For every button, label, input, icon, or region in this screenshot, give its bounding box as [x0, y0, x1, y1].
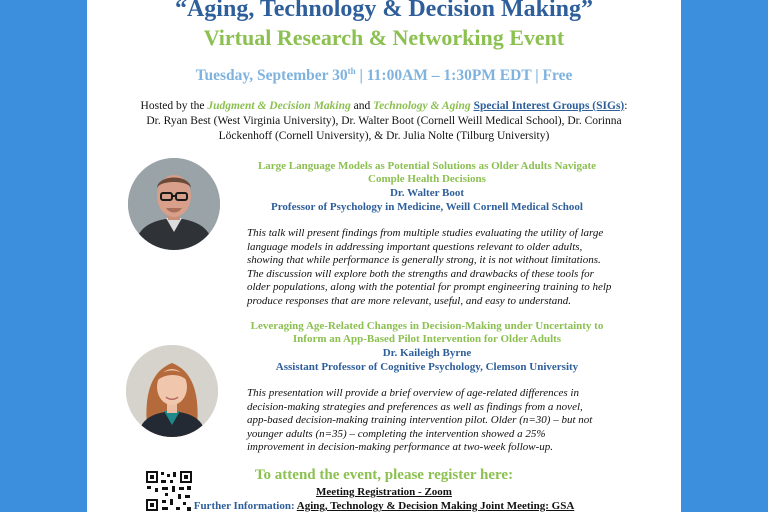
flyer-page: [87, 0, 681, 512]
event-date: Tuesday, September 30: [195, 67, 348, 85]
talk-1-title: [227, 160, 627, 186]
talk-2-abstract-line: younger adults (n=35) – completing the intervention showed a 25%: [247, 427, 546, 440]
talk-2-abstract-line: decision-making strategies and preferences as well as findings from a novel,: [247, 400, 583, 413]
speaker-photo-walter-boot: [128, 158, 220, 250]
sig-tech-aging: Technology & Aging: [373, 100, 471, 112]
talk-2-title: [227, 320, 627, 346]
event-time-cost: | 11:00AM – 1:30PM EDT | Free: [355, 67, 573, 85]
talk-2-abstract: [247, 387, 637, 455]
date-suffix: th: [347, 66, 356, 76]
left-blue-border: [0, 0, 87, 512]
talk-1-abstract: [247, 227, 637, 308]
talk-1-abstract-line: The discussion will explore both the strengths and drawbacks of these tools for: [247, 267, 594, 280]
talk-1-abstract-line: This talk will present findings from multiple studies evaluating the utility of large: [247, 227, 604, 239]
talk-1-title-line-2: Comple Health Decisions: [368, 173, 486, 185]
register-heading: To attend the event, please register here:: [254, 467, 514, 483]
further-info-label: Further Information:: [193, 500, 297, 512]
gsa-joint-meeting-link[interactable]: Aging, Technology & Decision Making Joint Meeting: GSA: [296, 500, 575, 512]
talk-2-abstract-line: app-based decision-making training intervention pilot. Older (n=30) – but not: [247, 414, 593, 426]
talk-2-abstract-line: improvement in decision-making performance at two-week follow-up.: [247, 441, 554, 453]
meeting-registration-link[interactable]: Meeting Registration - Zoom: [316, 486, 452, 498]
host-intro: Hosted by the: [140, 100, 208, 112]
talk-1-affiliation: Professor of Psychology in Medicine, Weill Cornell Medical School: [271, 201, 583, 213]
event-datetime: [87, 66, 681, 85]
host-and: and: [350, 100, 374, 112]
talk-1-speaker: Dr. Walter Boot: [389, 187, 465, 199]
speaker-photo-kaileigh-byrne: [126, 345, 218, 437]
host-line-3: Löckenhoff (Cornell University), & Dr. Julia Nolte (Tilburg University): [218, 130, 550, 142]
talk-1-title-line-1: Large Language Models as Potential Solutions as Older Adults Navigate: [257, 160, 597, 172]
host-colon: :: [624, 100, 628, 112]
host-info: [87, 99, 681, 144]
event-subtitle: Virtual Research & Networking Event: [203, 25, 565, 50]
talk-2-affiliation: Assistant Professor of Cognitive Psychology, Clemson University: [275, 361, 579, 373]
talk-2-title-line-2: Inform an App-Based Pilot Intervention for Older Adults: [292, 333, 562, 345]
talk-1-abstract-line: older populations, along with the potential for prompt engineering training to help: [247, 281, 612, 293]
talk-2-abstract-line: This presentation will provide a brief overview of age-related differences in: [247, 387, 579, 399]
host-line-2: Dr. Ryan Best (West Virginia University), Dr. Walter Boot (Cornell Weill Medical School), Dr. Corinna: [146, 115, 622, 127]
further-information: [87, 500, 681, 512]
event-title: “Aging, Technology & Decision Making”: [174, 0, 594, 22]
talk-1-abstract-line: language models in addressing important questions relevant to older adults,: [247, 240, 583, 253]
sig-jdm: Judgment & Decision Making: [207, 100, 351, 112]
host-line-1: [87, 99, 681, 114]
talk-2-title-line-1: Leveraging Age-Related Changes in Decision-Making under Uncertainty to: [250, 320, 604, 332]
talk-2-speaker: Dr. Kaileigh Byrne: [382, 347, 472, 359]
right-blue-border: [681, 0, 768, 512]
talk-1-abstract-line: produce responses that are more relevant, useful, and easy to understand.: [247, 294, 571, 307]
talk-1-abstract-line: showing that while performance is generally strong, it is not without limitations.: [247, 254, 601, 266]
sig-link[interactable]: Special Interest Groups (SIGs): [473, 100, 625, 112]
